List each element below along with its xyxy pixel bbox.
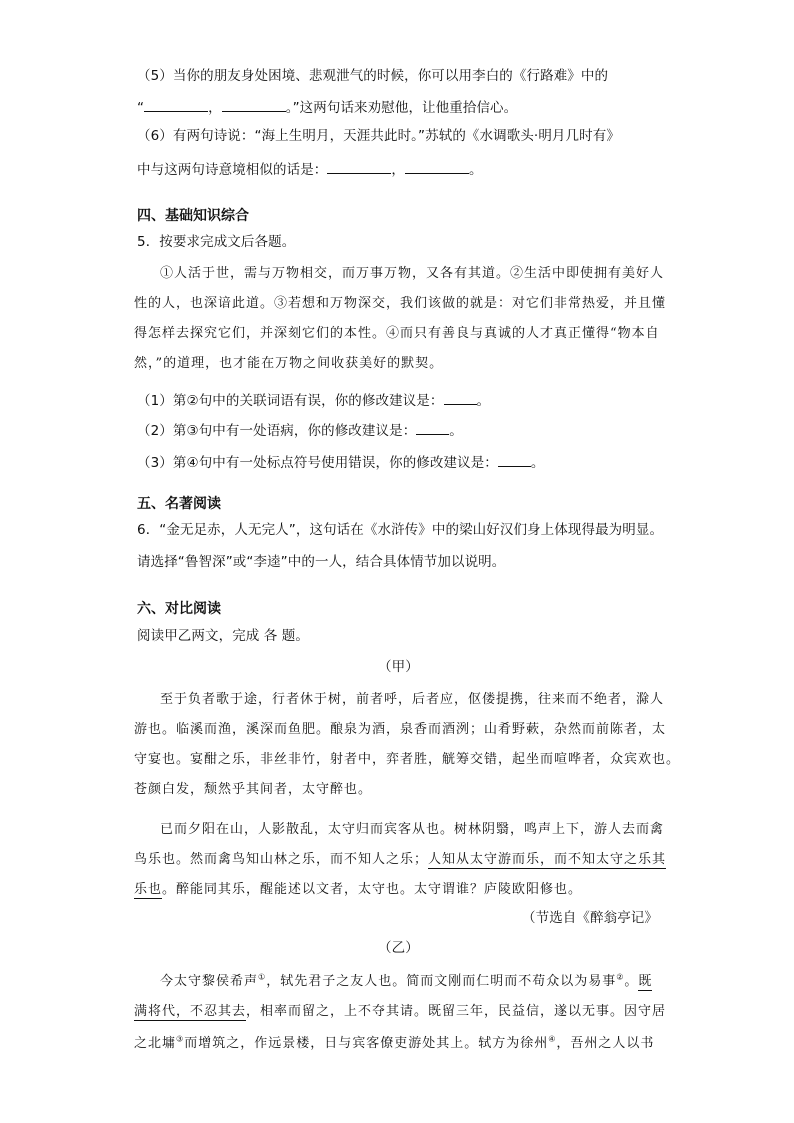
- q5-sub-3-prompt: （3）第④句中有一处标点符号使用错误，你的修改建议是：: [137, 455, 498, 471]
- q5-sub-1-end: 。: [476, 393, 491, 409]
- q5-sub-1: [137, 393, 490, 409]
- q5-passage-line-2: 性的人，也深谙此道。③若想和万物深交，我们该做的就是：对它们非常热爱，并且懂: [134, 296, 667, 311]
- jia-p2-line-2: [134, 853, 666, 866]
- passage-jia-title: （甲）: [378, 659, 419, 675]
- footnote-marker-2: ②: [616, 972, 625, 982]
- yi-line-3-c: ，吾州之人以书: [556, 1036, 655, 1051]
- q4-item5-line1: （5）当你的朋友身处困境、悲观泄气的时候，你可以用李白的《行路难》中的: [137, 68, 609, 84]
- yi-line-2: [134, 1005, 666, 1018]
- jia-underlined-sentence: 人知从太守游而乐，而不知太守之乐其: [428, 852, 667, 867]
- q5-sub-2-prompt: （2）第③句中有一处语病，你的修改建议是：: [137, 423, 417, 439]
- section-4-heading: 四、基础知识综合: [137, 208, 249, 224]
- jia-p1-line-3: 守宴也。宴酣之乐，非丝非竹，射者中，弈者胜，觥筹交错，起坐而喧哗者，众宾欢也。: [134, 752, 681, 767]
- jia-p1-line-4: 苍颜白发，颓然乎其间者，太守醉也。: [134, 782, 373, 797]
- q4-item5-quote-open: “: [137, 100, 145, 116]
- jia-p2-line-3-plain: 。醉能同其乐，醒能述以文者，太守也。太守谓谁？庐陵欧阳修也。: [162, 882, 583, 897]
- q5-sub-1-blank[interactable]: [444, 393, 477, 405]
- footnote-marker-3: ③: [176, 1034, 185, 1044]
- footnote-marker-1: ①: [258, 972, 267, 982]
- q5-sub-2: [137, 423, 463, 439]
- passage-yi-title: （乙）: [378, 940, 419, 956]
- yi-line-3: [134, 1034, 655, 1051]
- yi-line-3-b: 而增筑之，作远景楼，日与宾客僚吏游处其上。轼方为徐州: [184, 1036, 549, 1051]
- q5-sub-3-blank[interactable]: [498, 455, 531, 467]
- q4-item6-sep: ，: [391, 162, 406, 178]
- jia-p1-line-2: 游也。临溪而渔，溪深而鱼肥。酿泉为酒，泉香而酒洌；山肴野蔌，杂然而前陈者，太: [134, 722, 667, 737]
- jia-p2-line-2-plain: 鸟乐也。然而禽鸟知山林之乐，而不知人之乐；: [134, 852, 429, 867]
- q4-item6-line2: [137, 162, 483, 178]
- yi-line-1: [160, 972, 653, 989]
- q5-sub-3-end: 。: [530, 455, 545, 471]
- yi-line-3-a: 之北墉: [134, 1036, 177, 1051]
- yi-underlined-start: 既: [638, 974, 653, 989]
- jia-underlined-sentence-end: 乐也: [134, 882, 163, 897]
- q6-line-2: 请选择“鲁智深”或“李逵”中的一人，结合具体情节加以说明。: [137, 554, 506, 570]
- q4-item5-sep: ，: [208, 100, 222, 116]
- yi-line-1-a: 今太守黎侯希声: [160, 974, 259, 989]
- footnote-marker-4: ④: [548, 1034, 557, 1044]
- yi-line-1-b: ，轼先君子之友人也。简而文刚而仁明而不苟众以为易事: [266, 974, 617, 989]
- q4-item6-prompt: 中与这两句诗意境相似的话是：: [137, 162, 328, 178]
- q5-sub-3: [137, 455, 545, 471]
- q5-sub-1-prompt: （1）第②句中的关联词语有误，你的修改建议是：: [137, 393, 444, 409]
- q5-stem: 5．按要求完成文后各题。: [137, 234, 296, 250]
- q4-item5-tail: 。”这两句话来劝慰他，让他重拾信心。: [285, 100, 518, 116]
- q5-sub-2-blank[interactable]: [416, 423, 449, 435]
- q5-sub-2-end: 。: [449, 423, 463, 439]
- q4-item6-blank-1[interactable]: [327, 162, 391, 174]
- q5-passage-line-1: ①人活于世，需与万物相交，而万事万物，又各有其道。②生活中即使拥有美好人: [160, 266, 665, 281]
- q6-line-1: 6．“金无足赤，人无完人”，这句话在《水浒传》中的梁山好汉们身上体现得最为明显。: [137, 522, 664, 538]
- q5-passage-line-4: 然，”的道理，也才能在万物之间收获美好的默契。: [134, 356, 444, 371]
- section-6-heading: 六、对比阅读: [137, 601, 221, 617]
- section-5-heading: 五、名著阅读: [137, 496, 221, 512]
- q4-item5-blank-1[interactable]: [144, 100, 208, 112]
- yi-line-1-c: 。: [624, 974, 639, 989]
- yi-underlined-phrase: 满将代，不忍其去: [134, 1004, 247, 1019]
- yi-line-2-b: ，相率而留之，上不夺其请。既留三年，民益信，遂以无事。因守居: [246, 1004, 667, 1019]
- jia-source: （节选自《醉翁亭记》: [522, 910, 658, 926]
- q4-item6-tail: 。: [469, 162, 483, 178]
- q4-item6-line1: （6）有两句诗说：“海上生明月，天涯共此时。”苏轼的《水调歌头·明月几时有》: [137, 128, 620, 144]
- jia-p2-line-1: 已而夕阳在山，人影散乱，太守归而宾客从也。树林阴翳，鸣声上下，游人去而禽: [160, 822, 665, 837]
- section-6-intro: 阅读甲乙两文，完成 各 题。: [137, 628, 309, 644]
- q4-item6-blank-2[interactable]: [405, 162, 469, 174]
- q4-item5-blank-2[interactable]: [222, 100, 286, 112]
- q4-item5-line2: [137, 100, 517, 116]
- jia-p2-line-3: [134, 883, 582, 896]
- q5-passage-line-3: 得怎样去探究它们，并深刻它们的本性。④而只有善良与真诚的人才真正懂得“物本自: [134, 326, 660, 341]
- jia-p1-line-1: 至于负者歌于途，行者休于树，前者呼，后者应，伛偻提携，往来而不绝者，滁人: [160, 692, 665, 707]
